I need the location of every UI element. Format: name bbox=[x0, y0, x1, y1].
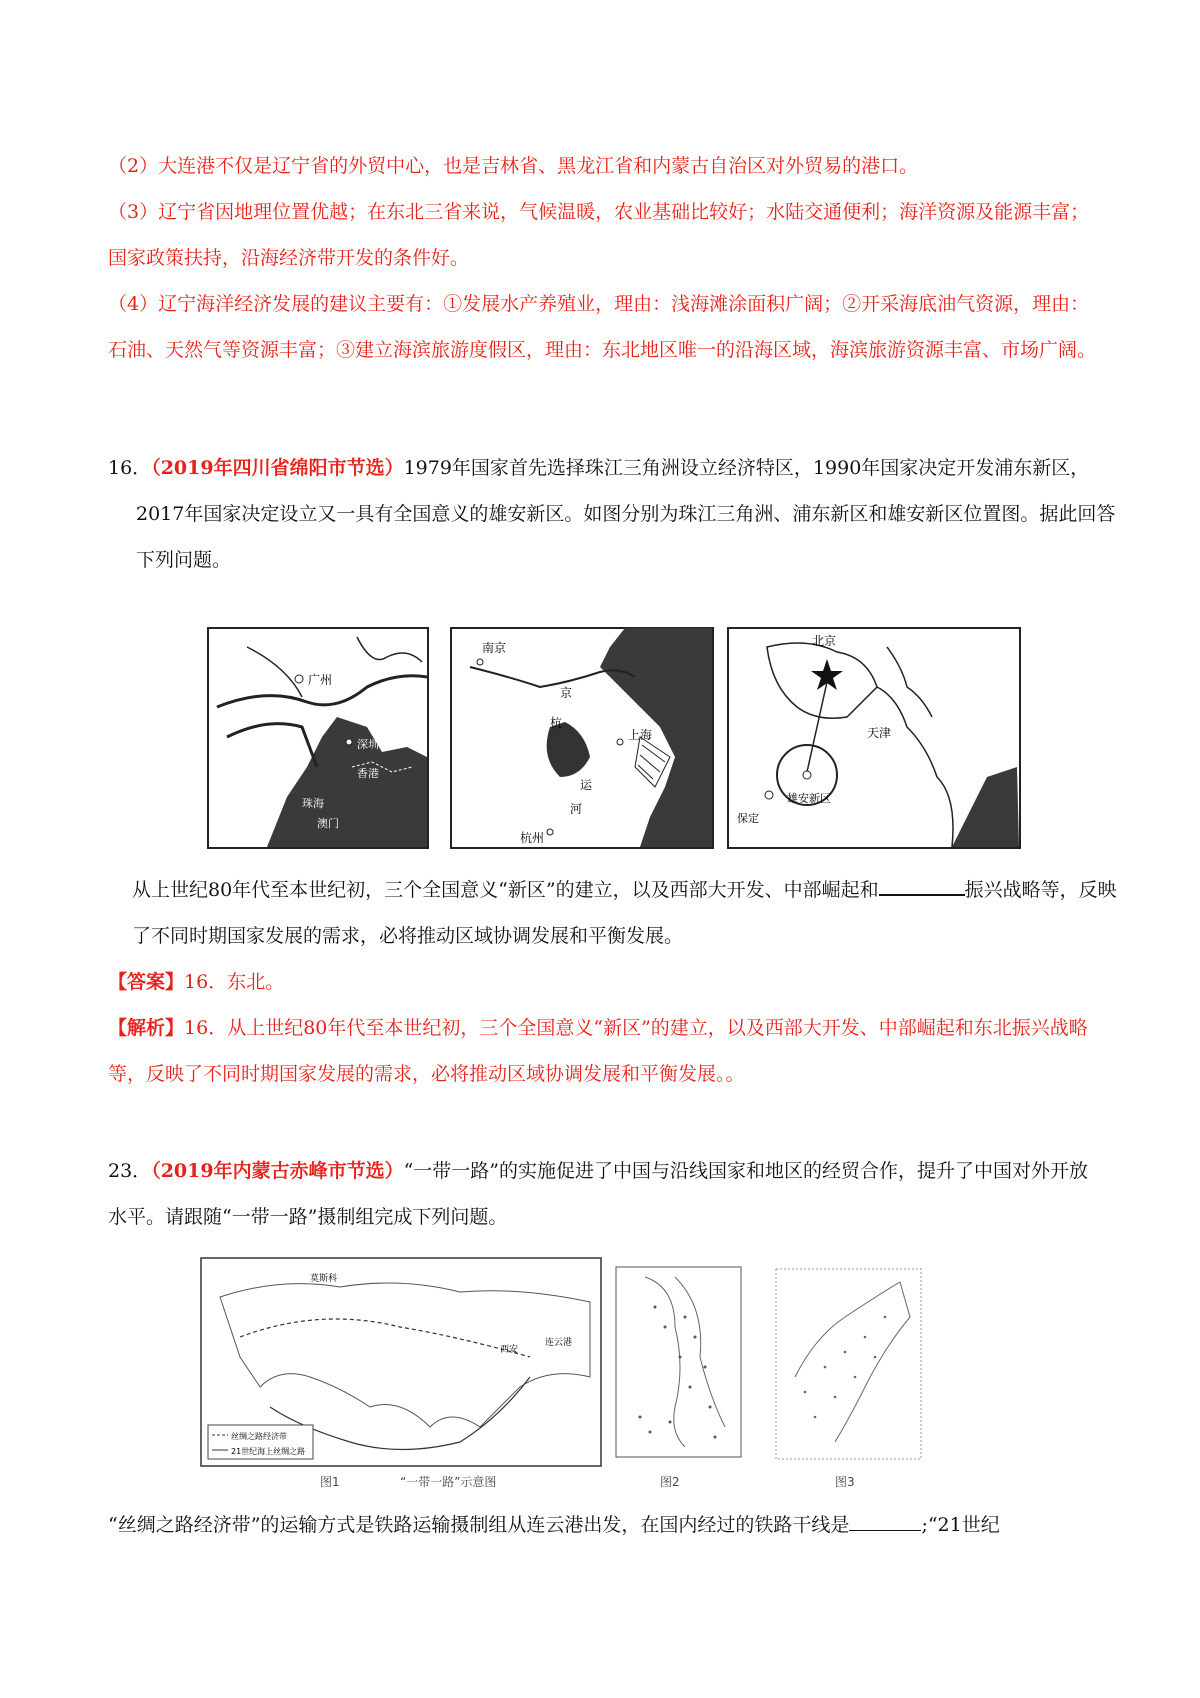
question-number: 16． bbox=[108, 457, 152, 479]
analysis-tag: 【解析】 bbox=[108, 1017, 185, 1039]
question-23-maps bbox=[200, 1257, 940, 1493]
question-23-text-b: ;“21世纪 bbox=[921, 1514, 1000, 1536]
answer-blank[interactable] bbox=[879, 876, 965, 896]
map3-label-xiongan: 雄安新区 bbox=[787, 792, 831, 805]
map3-label-beijing: 北京 bbox=[812, 634, 837, 648]
map2-label-hang: 杭 bbox=[550, 716, 563, 730]
question-source: （2019年四川省绵阳市节选） bbox=[151, 457, 404, 479]
question-16-stem bbox=[108, 445, 1128, 583]
figure-1-label: 图1 bbox=[320, 1475, 340, 1489]
belt-road-label-moscow: 莫斯科 bbox=[310, 1274, 338, 1284]
map3-label-tianjin: 天津 bbox=[867, 726, 892, 740]
answer-text: 16．东北。 bbox=[184, 971, 285, 993]
figure-3-map bbox=[776, 1269, 921, 1489]
map2-label-yun: 运 bbox=[580, 778, 593, 792]
belt-road-label-lianyungang: 连云港 bbox=[545, 1338, 573, 1348]
question-16-answer bbox=[108, 959, 1100, 1005]
question-16-maps bbox=[207, 627, 1022, 849]
belt-road-map bbox=[201, 1258, 601, 1489]
answer-tag: 【答案】 bbox=[108, 971, 185, 993]
analysis-text: 16．从上世纪80年代至本世纪初，三个全国意义“新区”的建立，以及西部大开发、中部崛起和东北振兴战略等，反映了不同时期国家发展的需求，必将推动区域协调发展和平衡发展。。 bbox=[108, 1017, 1088, 1085]
map2-label-hangzhou: 杭州 bbox=[520, 831, 545, 845]
question-source: （2019年内蒙古赤峰市节选） bbox=[151, 1160, 404, 1182]
question-16-text-b: 振兴战略等，反映了不同时期国家发展的需求，必将推动区域协调发展和平衡发展。 bbox=[132, 879, 1117, 947]
answer-paragraph-4: （4）辽宁海洋经济发展的建议主要有：①发展水产养殖业，理由：浅海滩涂面积广阔；②开采海底油气资源，理由：石油、天然气等资源丰富；③建立海滨旅游度假区，理由：东北地区唯一的沿海区域，海滨旅游资源丰富、市场广阔。 bbox=[108, 293, 1097, 361]
figure-2-map bbox=[616, 1267, 741, 1489]
figure-3-label: 图3 bbox=[835, 1475, 855, 1489]
pearl-river-delta-map bbox=[208, 628, 428, 848]
answer-paragraph-2: （2）大连港不仅是辽宁省的外贸中心，也是吉林省、黑龙江省和内蒙古自治区对外贸易的港口。 bbox=[108, 155, 919, 177]
map2-label-he: 河 bbox=[570, 802, 583, 816]
map1-label-hongkong: 香港 bbox=[357, 767, 379, 780]
question-text: “一带一路”的实施促进了中国与沿线国家和地区的经贸合作，提升了中国对外开放水平。请跟随“一带一路”摄制组完成下列问题。 bbox=[108, 1160, 1089, 1228]
figure-1-caption: “一带一路”示意图 bbox=[400, 1475, 497, 1489]
question-23-text-a: “丝绸之路经济带”的运输方式是铁路运输摄制组从连云港出发，在国内经过的铁路干线是 bbox=[108, 1514, 850, 1536]
question-23-fill-in bbox=[108, 1502, 1100, 1548]
question-23-stem bbox=[108, 1148, 1100, 1240]
belt-road-label-xian: 西安 bbox=[500, 1345, 519, 1355]
answer-paragraph-3: （3）辽宁省因地理位置优越；在东北三省来说，气候温暖，农业基础比较好；水陆交通便利；海洋资源及能源丰富；国家政策扶持，沿海经济带开发的条件好。 bbox=[108, 201, 1090, 269]
question-16-fill-in bbox=[108, 867, 1124, 959]
question-16-analysis bbox=[108, 1005, 1100, 1097]
map1-label-guangzhou: 广州 bbox=[308, 673, 333, 687]
map1-label-macau: 澳门 bbox=[317, 817, 339, 830]
question-text: 1979年国家首先选择珠江三角洲设立经济特区，1990年国家决定开发浦东新区，2017年国家决定设立又一具有全国意义的雄安新区。如图分别为珠江三角洲、浦东新区和雄安新区位置图。据此回答下列问题。 bbox=[136, 457, 1116, 571]
question-16-text-a: 从上世纪80年代至本世纪初，三个全国意义“新区”的建立，以及西部大开发、中部崛起和 bbox=[132, 879, 879, 901]
answer-blank[interactable] bbox=[849, 1512, 921, 1531]
map2-label-jing: 京 bbox=[560, 686, 573, 700]
question-number: 23． bbox=[108, 1160, 152, 1182]
map2-label-shanghai: 上海 bbox=[628, 728, 653, 742]
pudong-map bbox=[451, 628, 713, 848]
map3-label-baoding: 保定 bbox=[737, 812, 759, 825]
legend-silk-road-belt: 丝绸之路经济带 bbox=[231, 1432, 287, 1441]
map1-label-zhuhai: 珠海 bbox=[302, 797, 324, 810]
figure-2-label: 图2 bbox=[660, 1475, 680, 1489]
legend-maritime-silk-road: 21世纪海上丝绸之路 bbox=[231, 1447, 306, 1456]
map1-label-shenzhen: 深圳 bbox=[357, 738, 379, 751]
map2-label-nanjing: 南京 bbox=[482, 641, 507, 655]
xiongan-map bbox=[728, 628, 1020, 848]
